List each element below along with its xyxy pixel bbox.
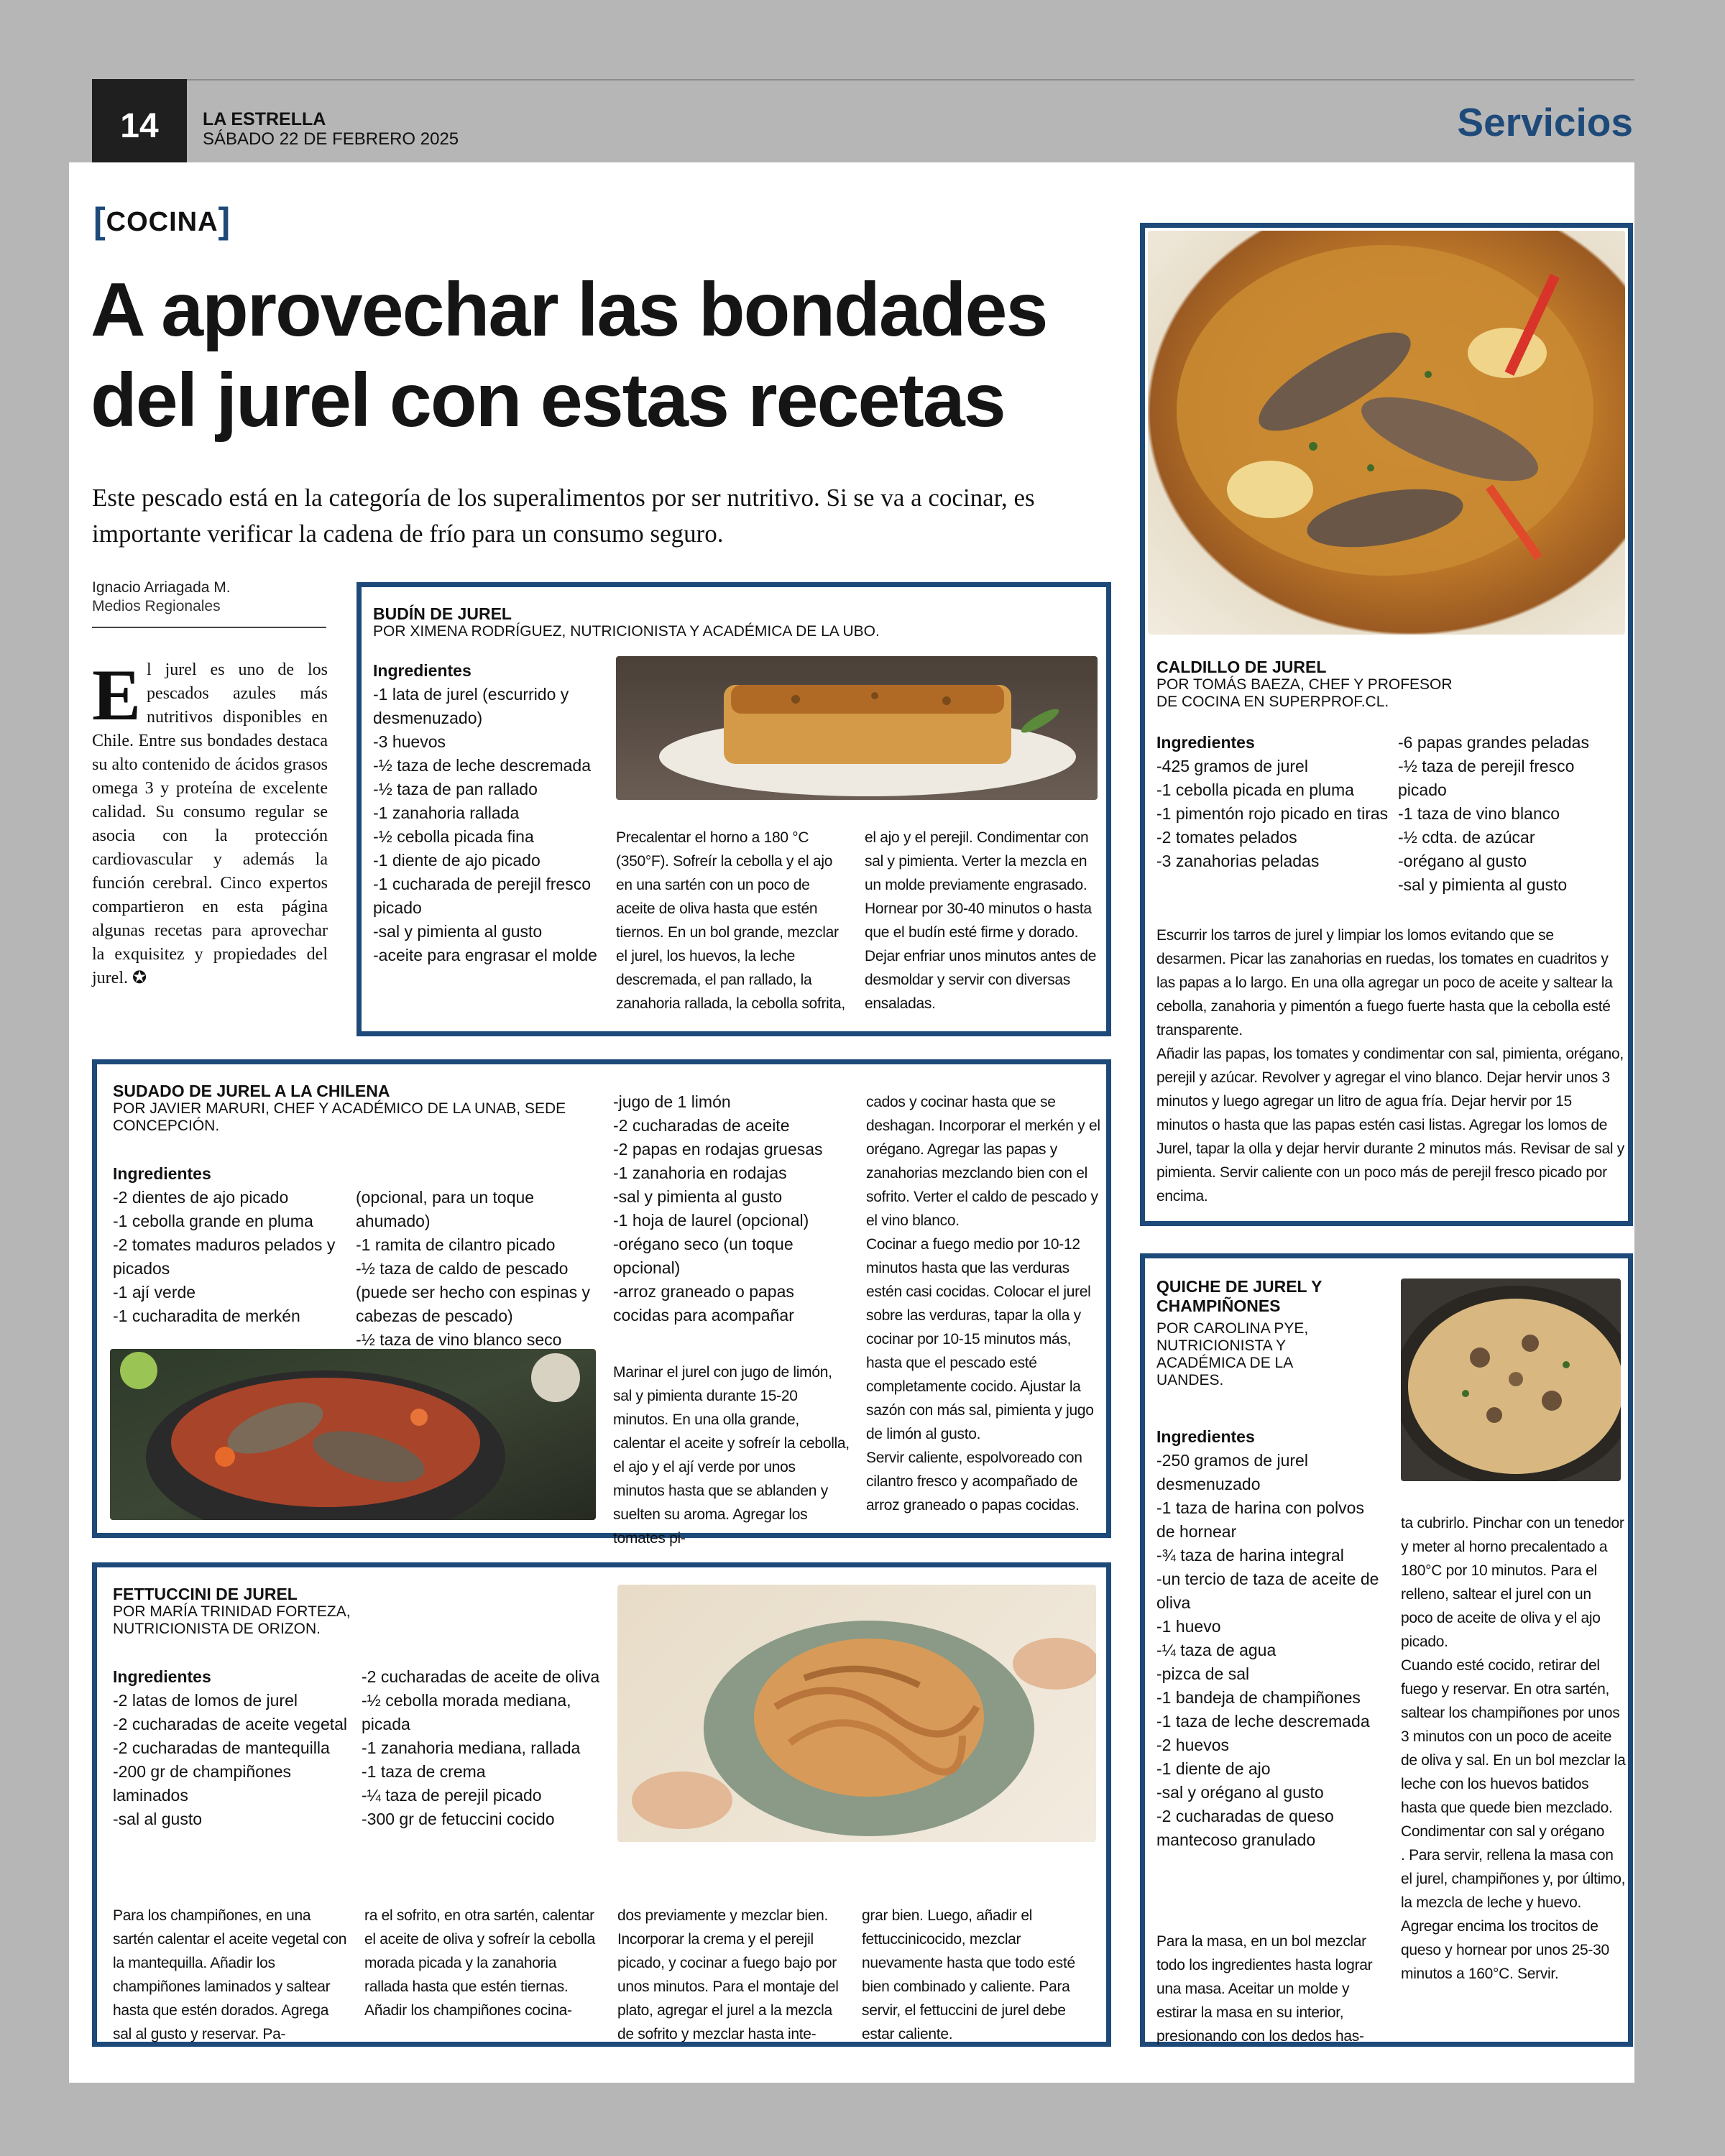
- header-rule: [92, 79, 1634, 80]
- ingredients-list: -2 cucharadas de aceite de oliva -½ cebolla morada mediana, picada -1 zanahoria mediana, rallada -1 taza de crema -¼ taza de perejil picado -300 gr de fetuccini cocido: [362, 1667, 600, 1828]
- kicker-text: COCINA: [106, 207, 218, 237]
- caldillo-illustration: [1148, 231, 1625, 635]
- recipe-title: QUICHE DE JUREL Y CHAMPIÑONES: [1156, 1277, 1322, 1315]
- subheadline: Este pescado está en la categoría de los superalimentos por ser nutritivo. Si se va a cocinar, es importante verificar la cadena de frío para un consumo seguro.: [92, 484, 1035, 548]
- quiche-photo: [1401, 1279, 1621, 1481]
- sudado-photo: [110, 1349, 596, 1520]
- page-number: 14: [92, 79, 187, 172]
- preparation-text: ra el sofrito, en otra sartén, calentar el aceite de oliva y sofreír la cebolla morada picada y la zanahoria rallada hasta que estén tiernas. Añadir los champiñones cocina-: [364, 1907, 595, 2019]
- intro-text: [92, 655, 328, 990]
- budin-box: [356, 582, 1111, 1036]
- recipe-byline: POR TOMÁS BAEZA, CHEF Y PROFESOR DE COCINA EN SUPERPROF.CL.: [1156, 676, 1453, 710]
- author-organization: Medios Regionales: [92, 598, 221, 614]
- recipe-byline: POR XIMENA RODRÍGUEZ, NUTRICIONISTA Y ACADÉMICA DE LA UBO.: [373, 623, 880, 640]
- recipe-title: FETTUCCINI DE JUREL: [113, 1585, 298, 1603]
- recipe-title: CALDILLO DE JUREL: [1156, 658, 1327, 676]
- recipe-byline: POR JAVIER MARURI, CHEF Y ACADÉMICO DE LA UNAB, SEDE CONCEPCIÓN.: [113, 1100, 566, 1134]
- preparation-text: Precalentar el horno a 180 °C (350°F). Sofreír la cebolla y el ajo en una sartén con un poco de aceite de oliva hasta que estén tiernos. En un bol grande, mezclar el jurel, los huevos, la leche descremada, el pan rallado, la zanahoria rallada, la cebolla sofrita,: [616, 829, 845, 1012]
- ingredients-list: -1 lata de jurel (escurrido y desmenuzado) -3 huevos -½ taza de leche descremada -½ taza de pan rallado -1 zanahoria rallada -½ cebolla picada fina -1 diente de ajo picado -1 cucharada de perejil fresco picado -sal y pimienta al gusto -aceite para engrasar el molde: [373, 685, 597, 964]
- recipe-title: SUDADO DE JUREL A LA CHILENA: [113, 1082, 390, 1100]
- ingredients-list: -250 gramos de jurel desmenuzado -1 taza de harina con polvos de hornear -¾ taza de harina integral -un tercio de taza de aceite de oliva -1 huevo -¼ taza de agua -pizca de sal -1 bandeja de champiñones -1 taza de leche descremada -2 huevos -1 diente de ajo -sal y orégano al gusto -2 cucharadas de queso mantecoso granulado: [1156, 1451, 1379, 1849]
- ingredients-label: Ingredientes: [113, 1667, 211, 1686]
- quiche-illustration: [1401, 1279, 1621, 1481]
- ingredients-label: Ingredientes: [1156, 733, 1255, 752]
- preparation-text: grar bien. Luego, añadir el fettuccinicocido, mezclar nuevamente hasta que todo esté bien combinado y caliente. Para servir, el fettuccini de jurel debe estar caliente.: [862, 1907, 1075, 2042]
- ingredients-label: Ingredientes: [373, 661, 472, 680]
- ingredients-list: -425 gramos de jurel -1 cebolla picada en pluma -1 pimentón rojo picado en tiras -2 tomates pelados -3 zanahorias peladas: [1156, 757, 1389, 870]
- ingredients-list: -jugo de 1 limón -2 cucharadas de aceite -2 papas en rodajas gruesas -1 zanahoria en rodajas -sal y pimienta al gusto -1 hoja de laurel (opcional) -orégano seco (un toque opcional) -arroz graneado o papas cocidas para acompañar: [613, 1092, 823, 1325]
- preparation-text: Marinar el jurel con jugo de limón, sal y pimienta durante 15-20 minutos. En una olla grande, calentar el aceite y sofreír la cebolla, el ajo y el ají verde por unos minutos hasta que se ablanden y suelten su aroma. Agregar los tomates pi-: [613, 1364, 850, 1547]
- preparation-text: el ajo y el perejil. Condimentar con sal y pimienta. Verter la mezcla en un molde previamente engrasado. Hornear por 30-40 minutos o hasta que el budín esté firme y dorado. Dejar enfriar unos minutos antes de desmoldar y servir con diversas ensaladas.: [865, 829, 1097, 1012]
- ingredients-list: -2 dientes de ajo picado -1 cebolla grande en pluma -2 tomates maduros pelados y picados -1 ají verde -1 cucharadita de merkén: [113, 1188, 336, 1325]
- preparation-text: Escurrir los tarros de jurel y limpiar los lomos evitando que se desarmen. Picar las zanahorias en ruedas, los tomates en cuadritos y las papas a lo largo. En una olla agregar un poco de aceite y saltear la cebolla, zanahoria y pimentón a fuego fuerte hasta que la cebolla esté transparente. Añadir las papas, los tomates y condimentar con sal, pimienta, orégano, perejil y azúcar. Revolver y agregar el vino blanco. Dejar hervir unos 3 minutos y luego agregar un litro de agua fría. Dejar hervir por 15 minutos o hasta que las papas estén casi listas. Agregar los lomos de Jurel, tapar la olla y dejar hervir durante 2 minutos más. Revisar de sal y pimienta. Servir caliente con un poco más de perejil fresco picado por encima.: [1156, 927, 1624, 1204]
- ingredients-label: Ingredientes: [113, 1164, 211, 1183]
- preparation-text: dos previamente y mezclar bien. Incorporar la crema y el perejil picado, y cocinar a fuego bajo por unos minutos. Para el montaje del plato, agregar el jurel a la mezcla de sofrito y mezclar hasta inte-: [617, 1907, 839, 2042]
- ingredients-label: Ingredientes: [1156, 1427, 1255, 1446]
- sudado-box: [92, 1059, 1111, 1547]
- caldillo-box: [1140, 223, 1633, 1226]
- ingredients-list: (opcional, para un toque ahumado) -1 ramita de cilantro picado -½ taza de caldo de pescado (puede ser hecho con espinas y cabezas de pescado) -½ taza de vino blanco seco: [356, 1188, 591, 1349]
- ingredients-list: -6 papas grandes peladas -½ taza de perejil fresco picado -1 taza de vino blanco -½ cdta. de azúcar -orégano al gusto -sal y pimienta al gusto: [1398, 733, 1589, 894]
- headline: A aprovechar las bondades del jurel con estas recetas: [91, 267, 1047, 443]
- budin-illustration: [616, 656, 1098, 800]
- quiche-box: [1140, 1253, 1633, 2047]
- publication-date: SÁBADO 22 DE FEBRERO 2025: [203, 129, 459, 149]
- preparation-text: Para los champiñones, en una sartén calentar el aceite vegetal con la mantequilla. Añadir los champiñones laminados y saltear hasta que estén dorados. Agrega sal al gusto y reservar. Pa-: [113, 1907, 347, 2042]
- recipe-byline: POR CAROLINA PYE, NUTRICIONISTA Y ACADÉMICA DE LA UANDES.: [1156, 1320, 1309, 1388]
- recipe-byline: POR MARÍA TRINIDAD FORTEZA, NUTRICIONISTA DE ORIZON.: [113, 1603, 351, 1637]
- kicker: [COCINA]: [93, 201, 231, 241]
- fettuccini-illustration: [617, 1585, 1096, 1842]
- caldillo-photo: [1148, 231, 1625, 635]
- drop-cap: E: [92, 655, 142, 736]
- preparation-text: ta cubrirlo. Pinchar con un tenedor y meter al horno precalentado a 180°C por 10 minutos. Para el relleno, saltear el jurel con un poco de aceite de oliva y el ajo picado. Cuando esté cocido, retirar del fuego y reservar. En otra sartén, saltear los champiñones por unos 3 minutos con un poco de aceite de oliva y sal. En un bol mezclar la leche con los huevos batidos hasta que quede bien mezclado. Condimentar con sal y orégano . Para servir, rellena la masa con el jurel, champiñones y, por último, la mezcla de leche y huevo. Agregar encima los trocitos de queso y hornear por unos 25-30 minutos a 160°C. Servir.: [1401, 1515, 1626, 1982]
- intro-body: l jurel es uno de los pescados azules más nutritivos disponibles en Chile. Entre sus bondades destaca su alto contenido de ácidos grasos omega 3 y proteína de excelente calidad. Su consumo regular se asocia con la protección cardiovascular y además la función cerebral. Cinco expertos compartieron en esta página algunas recetas para aprovechar la exquisitez y propiedades del jurel. ✪: [92, 660, 328, 987]
- ingredients-list: -2 latas de lomos de jurel -2 cucharadas de aceite vegetal -2 cucharadas de mantequilla -200 gr de champiñones laminados -sal al gusto: [113, 1691, 348, 1828]
- author-name: Ignacio Arriagada M.: [92, 579, 231, 596]
- fettuccini-box: [92, 1562, 1111, 2047]
- preparation-text: Para la masa, en un bol mezclar todo los ingredientes hasta lograr una masa. Aceitar un molde y estirar la masa en su interior, presionando con los dedos has-: [1156, 1933, 1373, 2045]
- section-title: Servicios: [1457, 100, 1633, 144]
- fettuccini-photo: [617, 1585, 1096, 1842]
- author-divider: [92, 627, 326, 628]
- budin-photo: [616, 656, 1098, 800]
- publication-name: LA ESTRELLA: [203, 109, 326, 129]
- preparation-text: cados y cocinar hasta que se deshagan. Incorporar el merkén y el orégano. Agregar las papas y zanahorias mezclando bien con el sofrito. Verter el caldo de pescado y el vino blanco. Cocinar a fuego medio por 10-12 minutos hasta que las verduras estén casi cocidas. Colocar el jurel sobre las verduras, tapar la olla y cocinar por 10-15 minutos más, hasta que el pescado esté completamente cocido. Ajustar la sazón con más sal, pimienta y jugo de limón al gusto. Servir caliente, espolvoreado con cilantro fresco y acompañado de arroz graneado o papas cocidas.: [866, 1094, 1100, 1514]
- sudado-illustration: [110, 1349, 596, 1520]
- recipe-title: BUDÍN DE JUREL: [373, 604, 512, 623]
